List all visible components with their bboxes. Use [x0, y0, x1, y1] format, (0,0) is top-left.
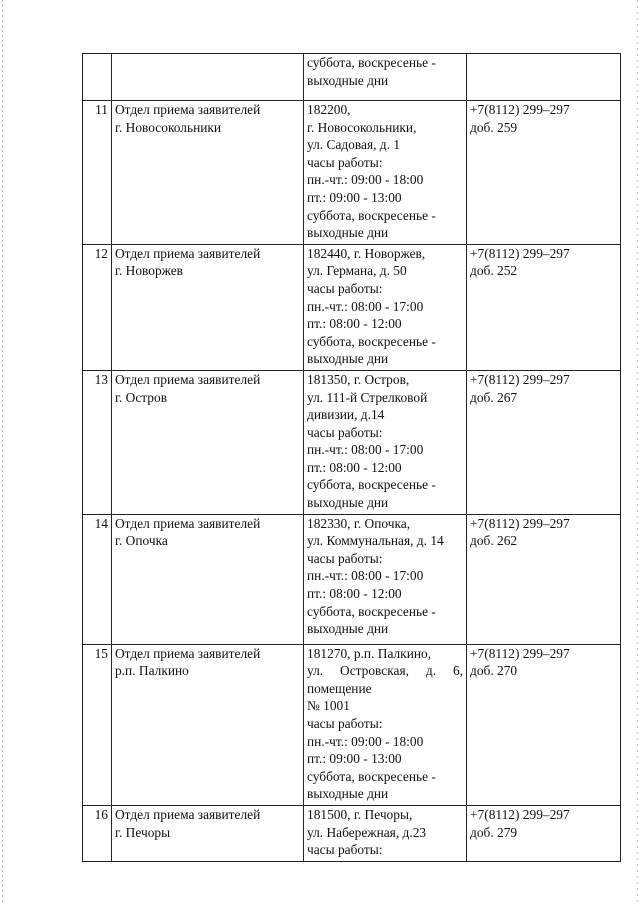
table-row	[83, 101, 621, 245]
office-name-line: Отдел приема заявителей	[115, 515, 261, 531]
offices-table	[82, 53, 621, 862]
address-line: пт.: 08:00 - 12:00	[307, 586, 402, 602]
address-line: часы работы:	[307, 842, 383, 858]
phone-cell	[467, 54, 621, 101]
phone-line: +7(8112) 299–297	[470, 371, 570, 387]
phone-line: +7(8112) 299–297	[470, 102, 570, 117]
table-row	[83, 54, 621, 101]
address-line: суббота, воскресенье -	[307, 55, 436, 70]
address-line: выходные дни	[307, 72, 389, 88]
address-line: суббота, воскресенье -	[307, 333, 436, 349]
phone-line: доб. 262	[470, 533, 518, 549]
address-line: пт.: 09:00 - 13:00	[307, 189, 402, 205]
address-line: пн.-чт.: 08:00 - 17:00	[307, 298, 424, 314]
address-line: суббота, воскресенье -	[307, 207, 436, 223]
address-line: выходные дни	[307, 786, 389, 802]
address-line: № 1001	[307, 698, 350, 714]
phone-cell	[467, 514, 621, 644]
row-number: 16	[83, 806, 112, 862]
address-line: ул. 111-й Стрелковой	[307, 389, 428, 405]
address-line: пн.-чт.: 08:00 - 17:00	[307, 442, 424, 458]
phone-line: +7(8112) 299–297	[470, 807, 570, 822]
office-name-line: Отдел приема заявителей	[115, 371, 261, 387]
address-line: суббота, воскресенье -	[307, 603, 436, 619]
office-name-line: Отдел приема заявителей	[115, 245, 261, 261]
address-line: выходные дни	[307, 225, 389, 241]
phone-cell	[467, 101, 621, 245]
address-line: выходные дни	[307, 495, 389, 511]
address-cell	[304, 514, 467, 644]
row-number: 13	[83, 370, 112, 514]
office-name-line: г. Новоржев	[115, 263, 184, 279]
address-line: 182200,	[307, 102, 351, 117]
phone-cell	[467, 244, 621, 370]
phone-cell	[467, 644, 621, 805]
office-name-cell	[112, 806, 304, 862]
office-name-line: р.п. Палкино	[115, 663, 189, 679]
address-line: пн.-чт.: 09:00 - 18:00	[307, 172, 424, 188]
office-name-cell	[112, 370, 304, 514]
page-edge	[2, 0, 3, 905]
address-line: помещение	[307, 680, 372, 696]
row-number	[83, 54, 112, 101]
phone-cell	[467, 370, 621, 514]
address-line: пт.: 08:00 - 12:00	[307, 316, 402, 332]
address-line: ул. Коммунальная, д. 14	[307, 533, 444, 549]
office-name-line: г. Печоры	[115, 824, 171, 840]
table-row	[83, 806, 621, 862]
office-name-cell	[112, 514, 304, 644]
row-number: 11	[83, 101, 112, 245]
address-line: г. Новосокольники,	[307, 119, 417, 135]
office-name-cell	[112, 101, 304, 245]
phone-line: доб. 270	[470, 663, 518, 679]
phone-line: доб. 279	[470, 824, 518, 840]
office-name-line: Отдел приема заявителей	[115, 102, 261, 117]
address-line: часы работы:	[307, 716, 383, 732]
address-line: 182330, г. Опочка,	[307, 515, 411, 531]
address-line: часы работы:	[307, 424, 383, 440]
address-line: 181270, р.п. Палкино,	[307, 645, 432, 661]
address-line: дивизии, д.14	[307, 407, 385, 423]
phone-line: +7(8112) 299–297	[470, 515, 570, 531]
address-line: 182440, г. Новоржев,	[307, 245, 426, 261]
address-line: 181350, г. Остров,	[307, 371, 410, 387]
address-cell	[304, 101, 467, 245]
address-cell	[304, 644, 467, 805]
table-row	[83, 370, 621, 514]
address-line: ул. Садовая, д. 1	[307, 137, 401, 153]
address-cell	[304, 244, 467, 370]
address-line: выходные дни	[307, 621, 389, 637]
offices-table-body	[83, 54, 621, 862]
address-line: суббота, воскресенье -	[307, 477, 436, 493]
address-cell	[304, 370, 467, 514]
office-name-line: Отдел приема заявителей	[115, 645, 261, 661]
row-number: 15	[83, 644, 112, 805]
address-line: пн.-чт.: 08:00 - 17:00	[307, 568, 424, 584]
address-line: ул. Набережная, д.23	[307, 824, 427, 840]
phone-line: +7(8112) 299–297	[470, 645, 570, 661]
phone-cell	[467, 806, 621, 862]
phone-line: доб. 252	[470, 263, 518, 279]
row-number: 12	[83, 244, 112, 370]
address-cell	[304, 54, 467, 101]
address-line: выходные дни	[307, 351, 389, 367]
table-row	[83, 244, 621, 370]
table-row	[83, 514, 621, 644]
row-number: 14	[83, 514, 112, 644]
phone-line: доб. 259	[470, 119, 518, 135]
address-line: часы работы:	[307, 550, 383, 566]
address-line: пт.: 09:00 - 13:00	[307, 751, 402, 767]
address-line: 181500, г. Печоры,	[307, 807, 413, 822]
office-name-cell	[112, 244, 304, 370]
office-name-line: Отдел приема заявителей	[115, 807, 261, 822]
table-row	[83, 644, 621, 805]
phone-line: +7(8112) 299–297	[470, 245, 570, 261]
office-name-line: г. Остров	[115, 389, 168, 405]
office-name-line: г. Опочка	[115, 533, 168, 549]
address-line: ул. Островская, д. 6,	[307, 663, 463, 679]
address-line: ул. Германа, д. 50	[307, 263, 407, 279]
address-line: пт.: 08:00 - 12:00	[307, 459, 402, 475]
address-line: часы работы:	[307, 154, 383, 170]
office-name-line: г. Новосокольники	[115, 119, 222, 135]
address-line: пн.-чт.: 09:00 - 18:00	[307, 733, 424, 749]
phone-line: доб. 267	[470, 389, 518, 405]
address-line: суббота, воскресенье -	[307, 768, 436, 784]
address-line: часы работы:	[307, 280, 383, 296]
page-edge	[637, 0, 638, 905]
office-name-cell	[112, 644, 304, 805]
office-name-cell	[112, 54, 304, 101]
address-cell	[304, 806, 467, 862]
